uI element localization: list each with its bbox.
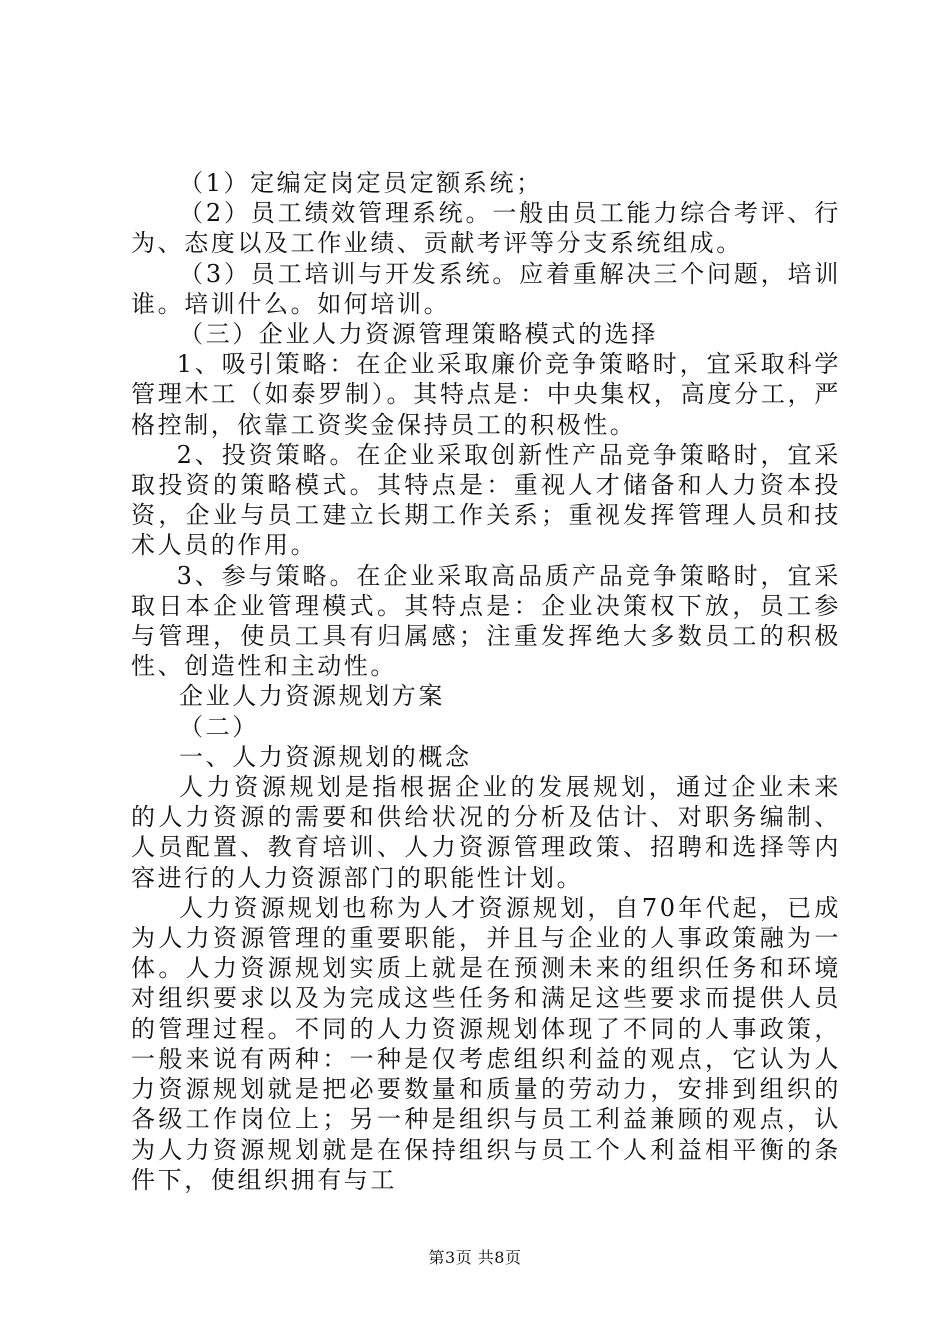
page-number-footer: 第3页 共8页 (428, 1248, 522, 1267)
paragraph-attract-strategy: 1、吸引策略：在企业采取廉价竞争策略时，宜采取科学管理木工（如泰罗制）。其特点是：中央集权，高度分工，严格控制，依靠工资奖金保持员工的积极性。 (131, 350, 841, 439)
paragraph-2: （2）员工绩效管理系统。一般由员工能力综合考评、行为、态度以及工作业绩、贡献考评等分支系统组成。 (131, 199, 841, 258)
section-heading-concept: 一、人力资源规划的概念 (179, 742, 472, 771)
paragraph-1: （1）定编定岗定员定额系统； (179, 169, 543, 197)
paragraph-3: （3）员工培训与开发系统。应着重解决三个问题，培训谁。培训什么。如何培训。 (131, 259, 841, 318)
paragraph-concept-definition: 人力资源规划是指根据企业的发展规划，通过企业未来的人力资源的需要和供给状况的分析及估计、对职务编制、人员配置、教育培训、人力资源管理政策、招聘和选择等内容进行的人力资源部门的职能性计划。 (131, 773, 841, 892)
section-heading-strategy: （三）企业人力资源管理策略模式的选择 (179, 320, 658, 349)
document-body (131, 168, 841, 1195)
section-heading-plan: 企业人力资源规划方案 (179, 682, 445, 711)
paragraph-concept-detail: 人力资源规划也称为人才资源规划，自70年代起，已成为人力资源管理的重要职能，并且与企业的人事政策融为一体。人力资源规划实质上就是在预测未来的组织任务和环境对组织要求以及为完成这些任务和满足这些要求而提供人员的管理过程。不同的人力资源规划体现了不同的人事政策，一般来说有两种：一种是仅考虑组织利益的观点，它认为人力资源规划就是把必要数量和质量的劳动力，安排到组织的各级工作岗位上；另一种是组织与员工利益兼顾的观点，认为人力资源规划就是在保持组织与员工个人利益相平衡的条件下，使组织拥有与工 (131, 893, 841, 1194)
paragraph-invest-strategy: 2、投资策略。在企业采取创新性产品竞争策略时，宜采取投资的策略模式。其特点是：重视人才储备和人力资本投资，企业与员工建立长期工作关系；重视发挥管理人员和技术人员的作用。 (131, 440, 841, 560)
paragraph-participate-strategy: 3、参与策略。在企业采取高品质产品竞争策略时，宜采取日本企业管理模式。其特点是：企业决策权下放，员工参与管理，使员工具有归属感；注重发挥绝大多数员工的积极性、创造性和主动性。 (131, 561, 841, 681)
section-heading-two: （二） (179, 712, 259, 741)
